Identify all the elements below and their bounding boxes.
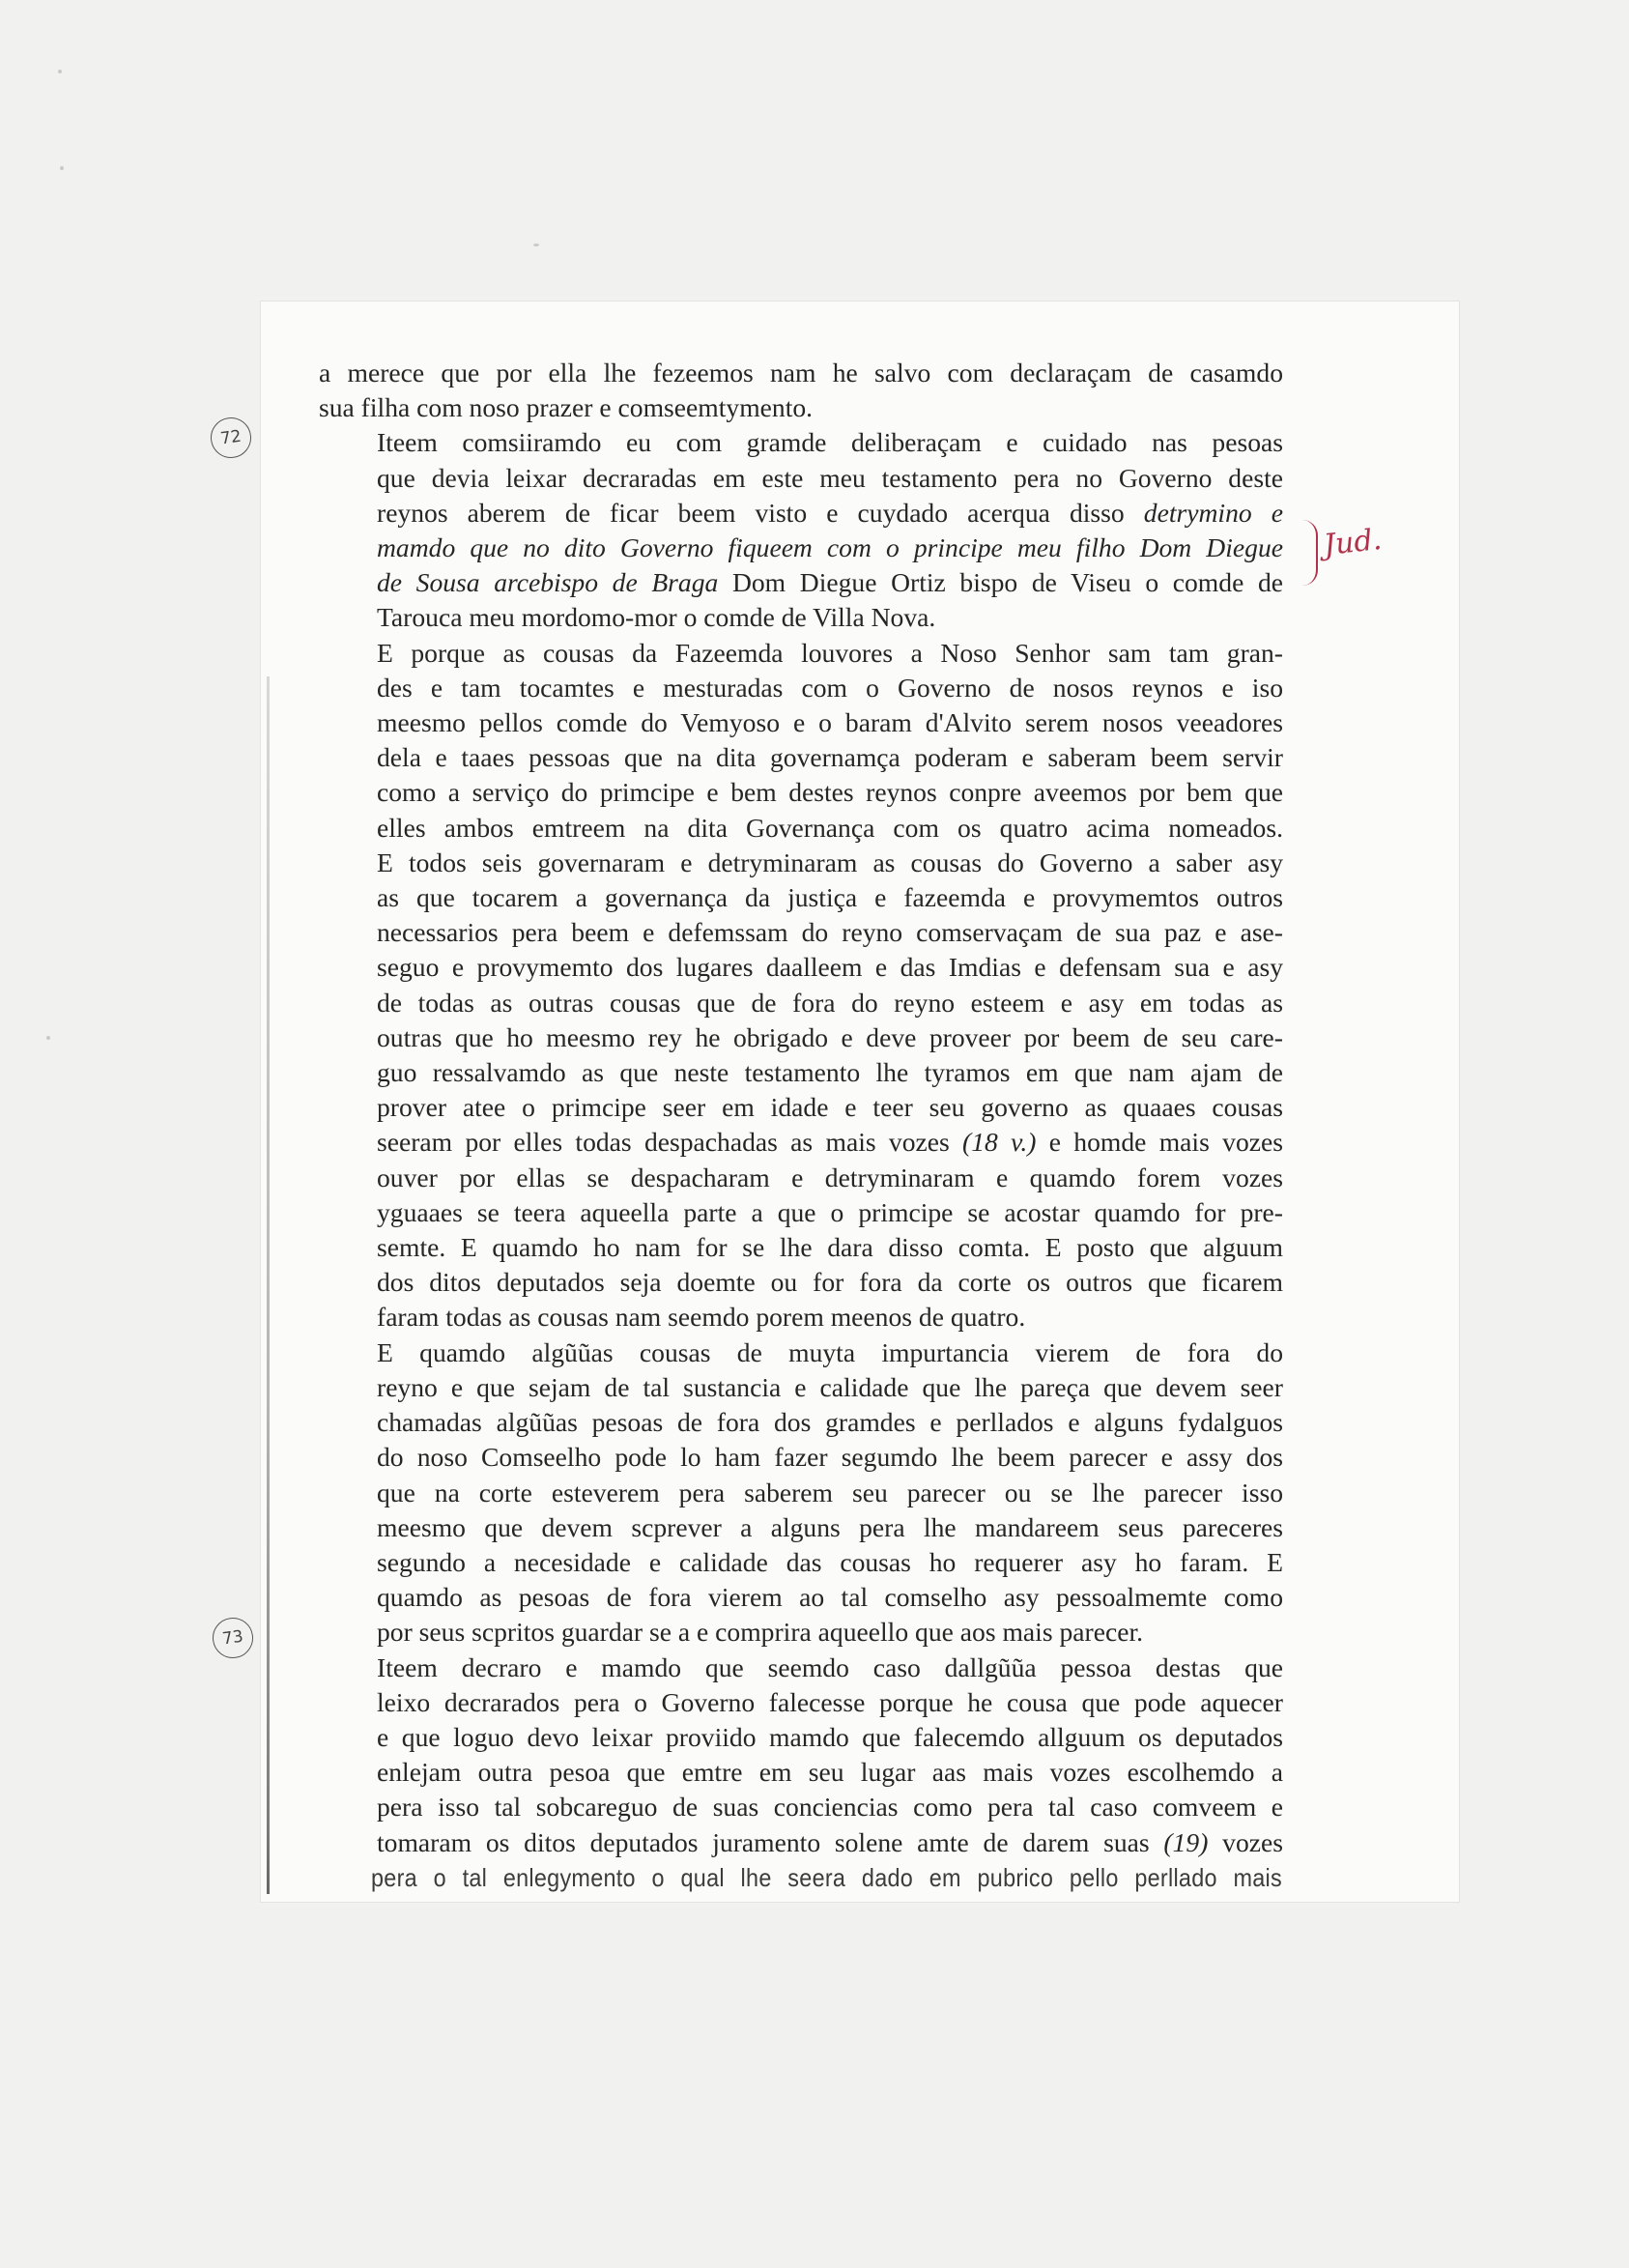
text-line: elles ambos emtreem na dita Governança com os quatro acima nomeados. xyxy=(377,812,1283,843)
text-line: reyno e que sejam de tal sustancia e calidade que lhe pareça que devem seer xyxy=(377,1371,1283,1402)
text-line: outras que ho meesmo rey he obrigado e deve proveer por beem de seu care- xyxy=(377,1021,1283,1052)
text-line: sua filha com noso prazer e comseemtymento. xyxy=(319,392,814,423)
text-run: seeram por elles todas despachadas as mais vozes xyxy=(377,1127,950,1158)
text-line: a merece que por ella lhe fezeemos nam he salvo com declaraçam de casamdo xyxy=(319,358,1283,388)
text-line xyxy=(319,1825,1283,1860)
text-line xyxy=(319,1125,1283,1160)
folio-reference: (19) xyxy=(1163,1826,1209,1857)
italic-run: detrymino e xyxy=(1143,497,1283,528)
text-line: Tarouca meu mordomo-mor o comde de Villa Nova. xyxy=(377,602,936,633)
text-line: por seus scpritos guardar se a e comprira aqueello que aos mais parecer. xyxy=(377,1617,1144,1648)
text-line: Iteem comsiiramdo eu com gramde deliberaçam e cuidado nas pesoas xyxy=(377,427,1283,458)
text-line: E porque as cousas da Fazeemda louvores a Noso Senhor sam tam gran- xyxy=(377,637,1283,668)
scan-speck xyxy=(58,70,62,73)
page-edge-rule xyxy=(267,676,270,1894)
text-run: vozes xyxy=(1222,1826,1283,1857)
text-line xyxy=(319,565,1283,600)
text-line: enlejam outra pesoa que emtre em seu lugar aas mais vozes escolhemdo a xyxy=(377,1757,1283,1788)
text-line xyxy=(319,496,1283,531)
text-line: quamdo as pesoas de fora vierem ao tal comselho asy pessoalmemte como xyxy=(377,1582,1283,1613)
text-line: dela e taaes pessoas que na dita governamça poderam e saberam beem servir xyxy=(377,742,1283,773)
text-line: seguo e provymemto dos lugares daalleem e das Imdias e defensam sua e asy xyxy=(377,952,1283,983)
text-line: prover atee o primcipe seer em idade e teer seu governo as quaaes cousas xyxy=(377,1092,1283,1123)
text-line: e que loguo devo leixar proviido mamdo que falecemdo allguum os deputados xyxy=(377,1721,1283,1752)
paragraph xyxy=(319,425,1283,635)
text-line: Iteem decraro e mamdo que seemdo caso dallgũũa pessoa destas que xyxy=(377,1651,1283,1682)
text-line: E todos seis governaram e detryminaram as cousas do Governo a saber asy xyxy=(377,847,1283,877)
text-line: que devia leixar decraradas em este meu testamento pera no Governo deste xyxy=(377,462,1283,493)
text-run: e homde mais vozes xyxy=(1048,1127,1283,1158)
text-run: reynos aberem de ficar beem visto e cuydado acerqua disso xyxy=(377,497,1125,528)
text-line: yguaaes se teera aqueella parte a que o primcipe se acostar quamdo for pre- xyxy=(377,1196,1283,1227)
text-line: ouver por ellas se despacharam e detryminaram e quamdo forem vozes xyxy=(377,1162,1283,1192)
text-line: chamadas algũũas pesoas de fora dos gramdes e perllados e alguns fydalguos xyxy=(377,1407,1283,1438)
paragraph xyxy=(319,636,1283,1335)
handwritten-marginal-note xyxy=(1302,520,1418,588)
text-line: meesmo que devem scprever a alguns pera lhe mandareem seus pareceres xyxy=(377,1511,1283,1542)
scan-speck xyxy=(60,166,64,170)
text-run: tomaram os ditos deputados juramento solene amte de darem suas xyxy=(377,1826,1150,1857)
text-line: de todas as outras cousas que de fora do reyno esteem e asy em todas as xyxy=(377,987,1283,1018)
margin-page-number: 73 xyxy=(210,1615,255,1660)
italic-run: mamdo que no dito Governo fiqueem com o principe meu filho Dom Diegue xyxy=(377,532,1283,563)
text-line: E quamdo algũũas cousas de muyta impurtancia vierem de fora do xyxy=(377,1336,1283,1367)
text-line: meesmo pellos comde do Vemyoso e o baram d'Alvito serem nosos veeadores xyxy=(377,707,1283,738)
margin-page-number: 72 xyxy=(208,415,253,460)
marginal-note-text: Jud. xyxy=(1322,522,1384,563)
text-line: guo ressalvamdo as que neste testamento lhe tyramos em que nam ajam de xyxy=(377,1057,1283,1088)
paragraph xyxy=(319,356,1283,425)
text-line: pera o tal enlegymento o qual lhe seera dado em pubrico pello perllado mais xyxy=(371,1862,1282,1892)
text-line: des e tam tocamtes e mesturadas com o Governo de nosos reynos e iso xyxy=(377,672,1283,703)
scan-speck xyxy=(46,1036,50,1040)
text-line: leixo decrarados pera o Governo falecesse porque he cousa que pode aquecer xyxy=(377,1686,1283,1717)
text-line xyxy=(319,531,1283,565)
text-line: como a serviço do primcipe e bem destes reynos conpre aveemos por bem que xyxy=(377,777,1283,808)
text-line: segundo a necesidade e calidade das cousas ho requerer asy ho faram. E xyxy=(377,1546,1283,1577)
text-line: que na corte esteverem pera saberem seu parecer ou se lhe parecer isso xyxy=(377,1477,1283,1507)
text-run: Dom Diegue Ortiz bispo de Viseu o comde de xyxy=(731,567,1283,598)
text-line: dos ditos deputados seja doemte ou for fora da corte os outros que ficarem xyxy=(377,1267,1283,1298)
bracket-mark xyxy=(1302,520,1318,586)
text-line: necessarios pera beem e defemssam do reyno comservaçam de sua paz e ase- xyxy=(377,917,1283,948)
text-line: pera isso tal sobcareguo de suas conciencias como pera tal caso comveem e xyxy=(377,1792,1283,1823)
scan-speck xyxy=(533,244,539,246)
folio-reference: (18 v.) xyxy=(962,1127,1037,1158)
text-line: do noso Comseelho pode lo ham fazer segumdo lhe beem parecer e assy dos xyxy=(377,1442,1283,1473)
text-line: as que tocarem a governança da justiça e fazeemda e provymemtos outros xyxy=(377,882,1283,913)
document-body xyxy=(319,356,1283,1895)
paragraph xyxy=(319,1335,1283,1651)
paragraph xyxy=(319,1651,1283,1895)
text-line: semte. E quamdo ho nam for se lhe dara disso comta. E posto que alguum xyxy=(377,1232,1283,1263)
italic-run: de Sousa arcebispo de Braga xyxy=(377,567,719,598)
text-line: faram todas as cousas nam seemdo porem meenos de quatro. xyxy=(377,1302,1026,1333)
